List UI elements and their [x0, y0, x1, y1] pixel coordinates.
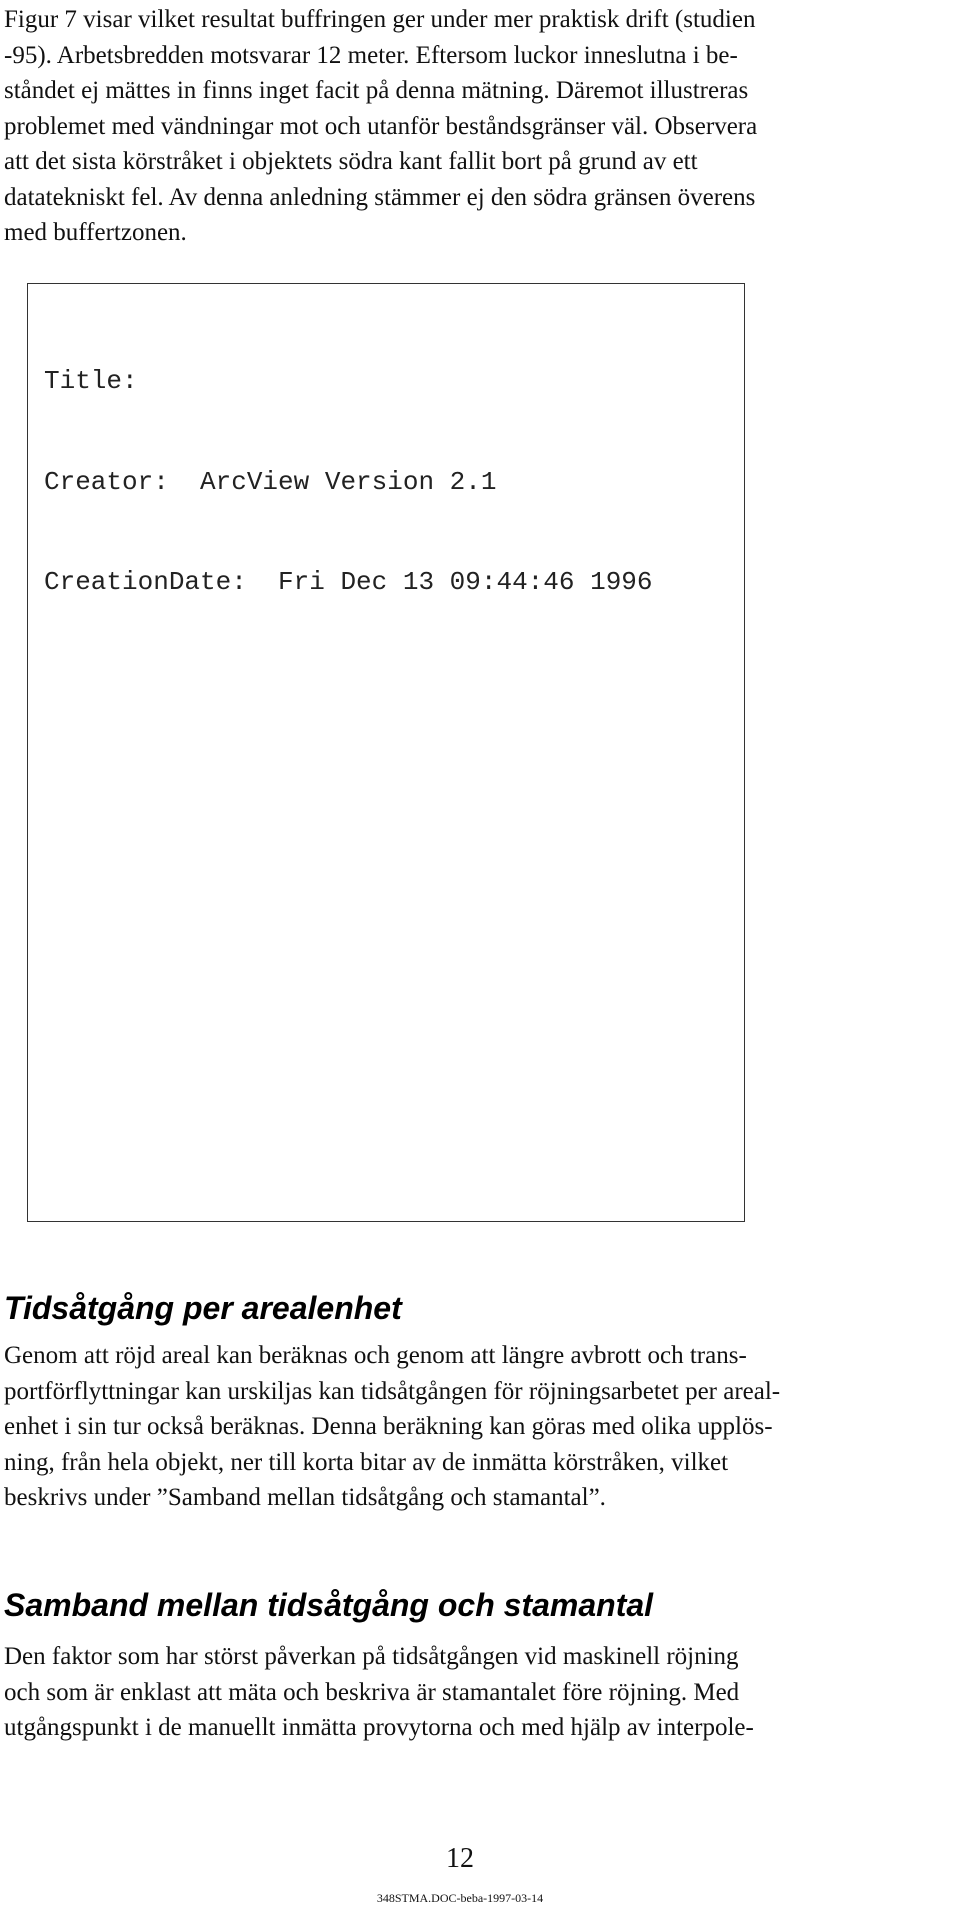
intro-paragraph	[4, 2, 939, 251]
intro-line-6: datatekniskt fel. Av denna anledning stämmer ej den södra gränsen överens	[4, 183, 756, 211]
section-1-paragraph	[4, 1338, 939, 1516]
figure-placeholder	[27, 283, 745, 1222]
intro-line-5: att det sista körstråket i objektets södra kant fallit bort på grund av ett	[4, 148, 698, 175]
section-2-paragraph	[4, 1639, 939, 1746]
section-2-line-3: utgångspunkt i de manuellt inmätta provytorna och med hjälp av interpole-	[4, 1714, 754, 1741]
section-1-line-3: enhet i sin tur också beräknas. Denna beräkning kan göras med olika upplös-	[4, 1413, 773, 1440]
footer-document-code: 348STMA.DOC-beba-1997-03-14	[376, 1891, 544, 1905]
figure-creation-date-line: CreationDate: Fri Dec 13 09:44:46 1996	[44, 567, 653, 597]
page-number: 12	[446, 1843, 474, 1874]
section-1-line-4: ning, från hela objekt, ner till korta bitar av de inmätta körstråken, vilket	[4, 1448, 729, 1476]
figure-creator-line: Creator: ArcView Version 2.1	[44, 466, 497, 497]
section-1-line-1: Genom att röjd areal kan beräknas och genom att längre avbrott och trans-	[4, 1342, 747, 1369]
section-2-line-2: och som är enklast att mäta och beskriva är stamantalet före röjning. Med	[4, 1678, 740, 1706]
section-1-line-2: portförflyttningar kan urskiljas kan tidsåtgången för röjningsarbetet per areal-	[4, 1377, 781, 1405]
figure-title-line: Title:	[44, 366, 138, 396]
intro-line-7: med buffertzonen.	[4, 219, 187, 246]
section-1-line-5: beskrivs under ”Samband mellan tidsåtgång och stamantal”.	[4, 1484, 606, 1511]
intro-line-1: Figur 7 visar vilket resultat buffringen ger under mer praktisk drift (studien	[4, 6, 756, 33]
intro-line-3: ståndet ej mättes in finns inget facit på denna mätning. Däremot illustreras	[4, 77, 749, 104]
section-heading-samband: Samband mellan tidsåtgång och stamantal	[4, 1587, 654, 1623]
intro-line-2: -95). Arbetsbredden motsvarar 12 meter. Eftersom luckor inneslutna i be-	[4, 41, 738, 69]
section-heading-tidsatgang: Tidsåtgång per arealenhet	[4, 1290, 402, 1326]
section-2-line-1: Den faktor som har störst påverkan på tidsåtgången vid maskinell röjning	[4, 1643, 739, 1670]
intro-line-4: problemet med vändningar mot och utanför beståndsgränser väl. Observera	[4, 112, 758, 140]
postscript-header	[44, 298, 653, 667]
